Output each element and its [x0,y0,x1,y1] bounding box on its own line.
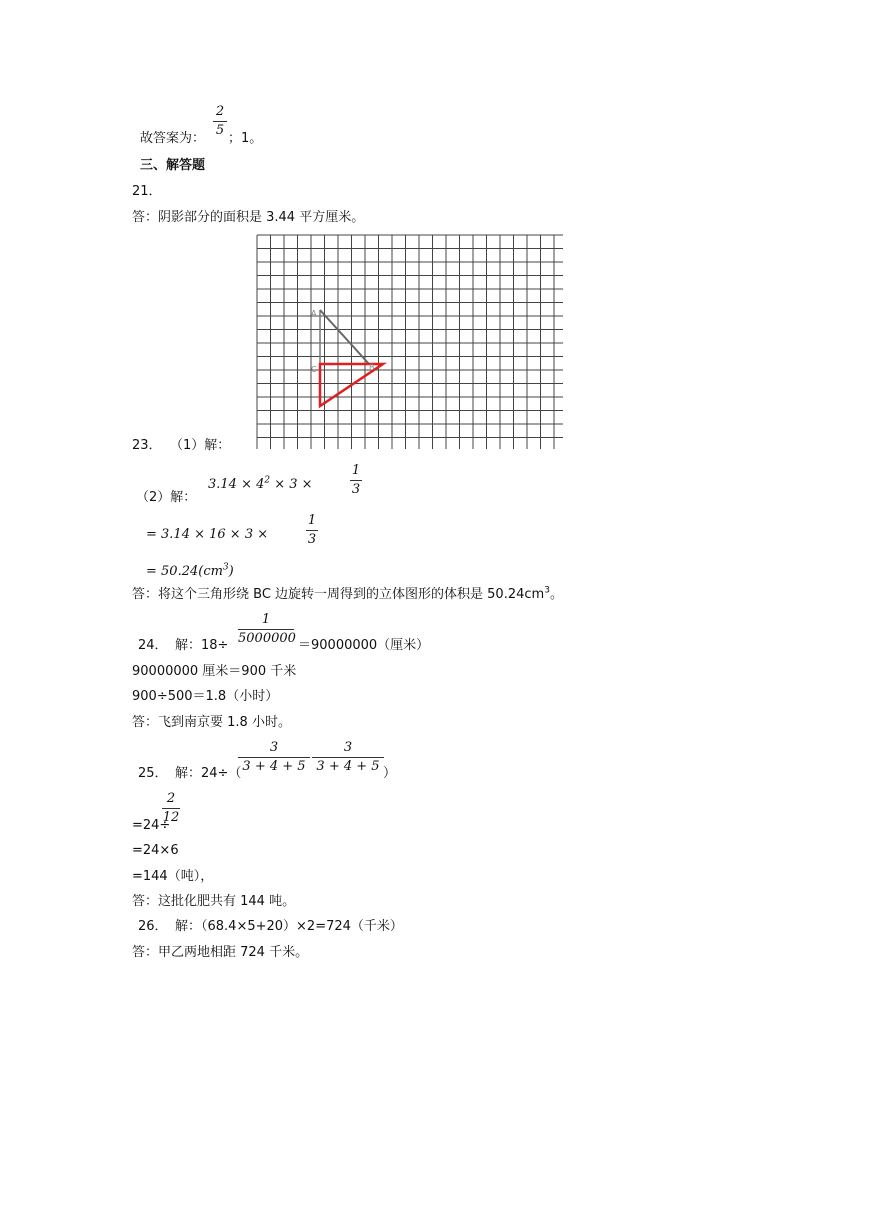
q24-fraction: 1 5000000 [238,612,296,646]
point-a-label: A [311,309,317,318]
q25-fraction-2: 3 3 + 4 + 5 [312,740,384,775]
q25-close: ） [383,766,397,781]
q20-rest: ；1。 [228,131,263,146]
q26-number: 26． [138,919,168,934]
q24-line3: 900÷500＝1.8（小时） [132,689,279,704]
q25-answer: 答：这批化肥共有 144 吨。 [132,894,296,909]
q20-fraction: 2 5 [213,104,227,139]
section-title: 三、解答题 [140,158,206,173]
q25-number: 25． [138,766,168,781]
q26-solve: 解：（68.4×5+20）×2=724（千米） [175,919,403,934]
q24-result: ＝90000000（厘米） [298,638,430,653]
q23-line3: = $50.24(cm^3)$ [146,562,234,579]
q26-answer: 答：甲乙两地相距 724 千米。 [132,945,309,960]
line-ab [320,310,369,364]
q24-line2: 90000000 厘米＝900 千米 [132,664,297,679]
q25-line2-pre: =24÷ [132,818,171,833]
q23-number: 23． [132,438,162,453]
q23-line1-fraction: 1 3 [351,463,361,497]
q24-solve: 解：18÷ [175,638,229,653]
q25-solve: 解：24÷（ [175,766,242,781]
q24-number: 24． [138,638,168,653]
q20-label: 故答案为： [140,131,206,146]
grid-figure [255,233,565,451]
q25-fraction-1: 3 3 + 4 + 5 [238,740,310,775]
q25-line4: =144（吨）， [132,869,214,884]
q23-answer: 答：将这个三角形绕 BC 边旋转一周得到的立体图形的体积是 $50.24cm^3$。 [132,585,563,602]
point-b-label: B [369,363,375,372]
q21-number: 21． [132,184,162,199]
point-c-label: C [311,365,317,374]
q23-part2-label: （2）解： [136,490,197,505]
q25-line3: =24×6 [132,843,179,858]
q23-line2: = 3.14 × 16 × 3 × [146,527,269,542]
q21-answer: 答：阴影部分的面积是 3.44 平方厘米。 [132,210,365,225]
q25-line2-fraction: 2 12 [162,791,180,825]
q23-part1: （1）解： [170,438,231,453]
q24-answer: 答：飞到南京要 1.8 小时。 [132,715,291,730]
q23-line2-fraction: 1 3 [307,513,317,547]
q23-line1: $3.14 \times 4^2 \times 3$ × [208,475,313,492]
